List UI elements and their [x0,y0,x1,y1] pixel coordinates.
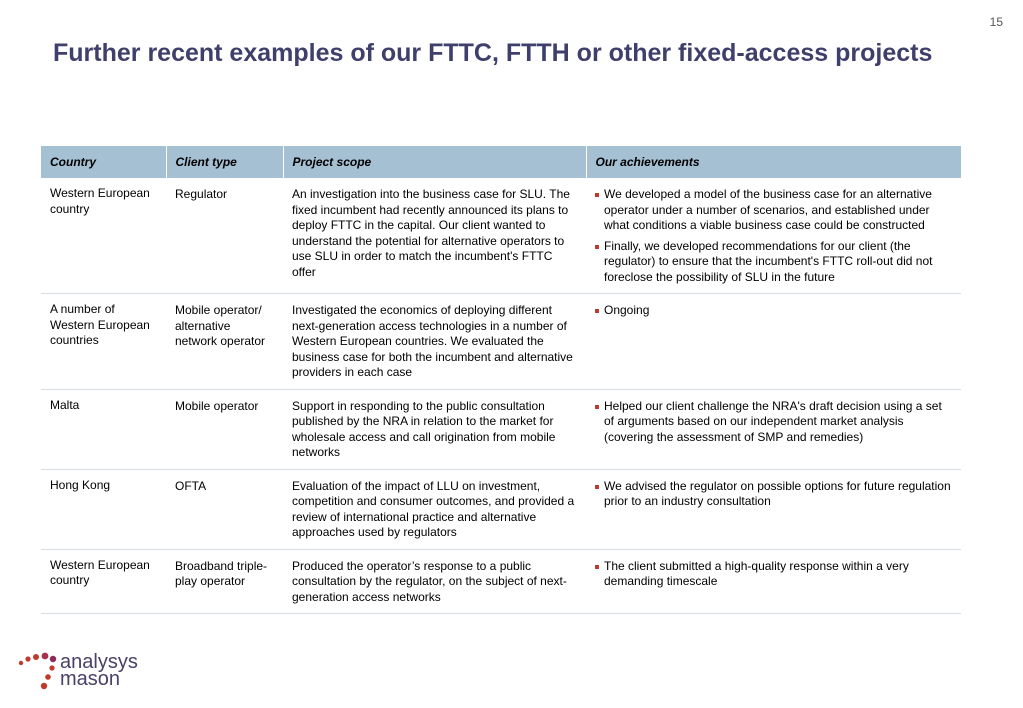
cell-project-scope: Evaluation of the impact of LLU on investment, competition and consumer outcomes, and provided a review of international practice and alternative approaches used by regulators [283,469,586,549]
table-row [41,389,961,469]
page-number: 15 [989,15,1003,29]
achievements-list [595,399,952,446]
achievements-list [595,559,952,590]
achievement-item: The client submitted a high-quality response within a very demanding timescale [595,559,952,590]
cell-achievements [586,389,961,469]
header-client-type: Client type [166,146,283,178]
achievement-item: Finally, we developed recommendations for our client (the regulator) to ensure that the incumbent's FTTC roll-out did not foreclose the possibility of SLU in the future [595,239,952,286]
analysys-mason-logo [16,652,156,696]
header-achievements: Our achievements [586,146,961,178]
achievement-item: We developed a model of the business case for an alternative operator under a number of scenarios, and established under what conditions a viable business case could be constructed [595,187,952,234]
cell-client-type: Regulator [166,178,283,294]
achievements-list [595,187,952,285]
achievement-item: We advised the regulator on possible options for future regulation prior to an industry consultation [595,479,952,510]
header-project-scope: Project scope [283,146,586,178]
cell-project-scope: Support in responding to the public consultation published by the NRA in relation to the market for wholesale access and call origination from mobile networks [283,389,586,469]
logo-dots-icon [16,652,60,696]
achievement-item: Ongoing [595,303,952,319]
cell-client-type: Broadband triple-play operator [166,549,283,614]
achievements-list [595,303,952,319]
cell-achievements [586,178,961,294]
achievements-list [595,479,952,510]
cell-client-type: OFTA [166,469,283,549]
cell-client-type: Mobile operator [166,389,283,469]
cell-country: Western European country [41,178,166,294]
table-row [41,549,961,614]
table-row [41,178,961,294]
achievement-item: Helped our client challenge the NRA's draft decision using a set of arguments based on our independent market analysis (covering the assessment of SMP and remedies) [595,399,952,446]
cell-project-scope: An investigation into the business case for SLU. The fixed incumbent had recently announced its plans to deploy FTTC in the capital. Our client wanted to understand the potential for alternative operators to use SLU in order to match the incumbent's FTTC offer [283,178,586,294]
projects-table-container [41,146,961,614]
cell-project-scope: Investigated the economics of deploying different next-generation access technologies in a number of Western European countries. We evaluated the business case for both the incumbent and alternative providers in each case [283,294,586,390]
logo-wordmark [60,651,138,690]
cell-achievements [586,294,961,390]
table-row [41,294,961,390]
cell-country: Hong Kong [41,469,166,549]
cell-country: A number of Western European countries [41,294,166,390]
logo-word-analysys: analysys [60,651,138,673]
cell-achievements [586,549,961,614]
header-country: Country [41,146,166,178]
cell-project-scope: Produced the operator’s response to a public consultation by the regulator, on the subject of next-generation access networks [283,549,586,614]
cell-client-type: Mobile operator/ alternative network operator [166,294,283,390]
cell-achievements [586,469,961,549]
cell-country: Malta [41,389,166,469]
table-row [41,469,961,549]
table-header-row [41,146,961,178]
projects-table [41,146,961,614]
cell-country: Western European country [41,549,166,614]
logo-word-mason: mason [60,668,121,690]
page-title: Further recent examples of our FTTC, FTTH or other fixed-access projects [53,39,933,67]
